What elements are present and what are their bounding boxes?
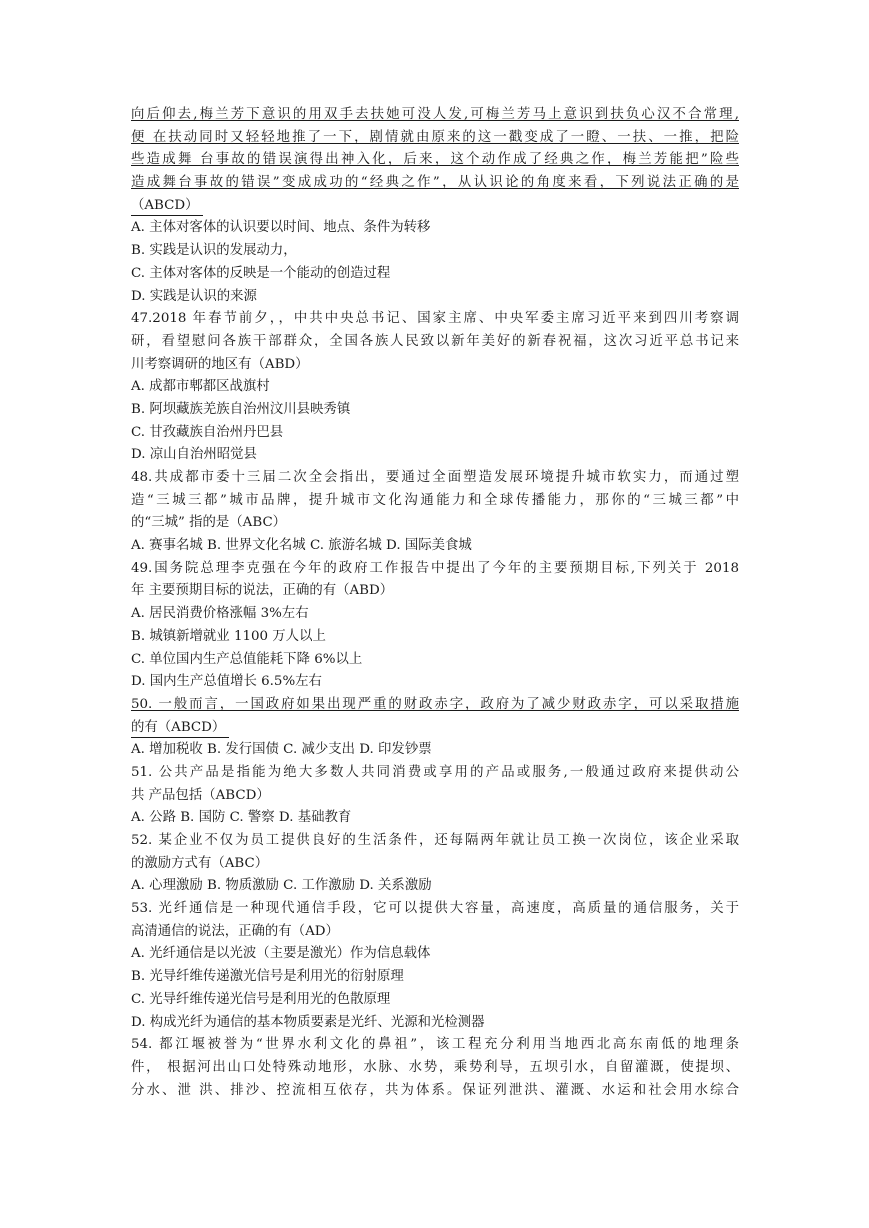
option-line: D. 构成光纤为通信的基本物质要素是光纤、光源和光检测器 — [131, 1014, 485, 1030]
question-49: 49.国务院总理李克强在今年的政府工作报告中提出了今年的主要预期目标,下列关于 2018 — [131, 560, 739, 576]
answer-underlined: 的有（ABCD） — [131, 719, 229, 738]
option-line: A. 成都市郫都区战旗村 — [131, 379, 270, 395]
text-line: 的激励方式有（ABC） — [131, 855, 269, 871]
option-line: C. 主体对客体的反映是一个能动的创造过程 — [131, 265, 391, 281]
option-line: A. 增加税收 B. 发行国债 C. 减少支出 D. 印发钞票 — [131, 742, 432, 758]
option-line: C. 甘孜藏族自治州丹巴县 — [131, 424, 284, 440]
text-line: 分水、泄 洪、排沙、控流相互依存，共为体系。保证列泄洪、灌溉、水运和社会用水综合 — [131, 1082, 739, 1098]
text-line: 造“三城三都”城市品牌，提升城市文化沟通能力和全球传播能力，那你的“三城三都”中 — [131, 492, 739, 508]
text-line: 的“三城” 指的是（ABC） — [131, 515, 287, 531]
option-line: A. 居民消费价格涨幅 3%左右 — [131, 606, 309, 622]
question-48: 48.共成都市委十三届二次全会指出，要通过全面塑造发展环境提升城市软实力，而通过塑 — [131, 470, 739, 485]
document-body — [131, 104, 739, 1102]
option-line: D. 国内生产总值增长 6.5%左右 — [131, 674, 322, 690]
text-line: 高清通信的说法，正确的有（AD） — [131, 923, 339, 939]
text-line: 川考察调研的地区有（ABD） — [131, 356, 309, 372]
option-line: A. 心理激励 B. 物质激励 C. 工作激励 D. 关系激励 — [131, 878, 432, 894]
option-line: B. 光导纤维传递激光信号是利用光的衍射原理 — [131, 969, 404, 985]
text-line: 年 主要预期目标的说法，正确的有（ABD） — [131, 583, 394, 599]
option-line: A. 光纤通信是以光波（主要是激光）作为信息载体 — [131, 946, 431, 962]
option-line: B. 城镇新增就业 1100 万人以上 — [131, 628, 326, 644]
option-line: D. 凉山自治州昭觉县 — [131, 447, 257, 463]
question-53: 53. 光纤通信是一种现代通信手段，它可以提供大容量，高速度，高质量的通信服务，关于 — [131, 901, 739, 917]
text-line: 些造成舞 台事故的错误演得出神入化，后来，这个动作成了经典之作，梅兰芳能把”险些 — [131, 152, 739, 168]
text-line: 研，看望慰问各族干部群众，全国各族人民致以新年美好的新春祝福，这次习近平总书记来 — [131, 333, 739, 349]
text-line — [131, 717, 739, 740]
question-52: 52. 某企业不仅为员工提供良好的生活条件，还每隔两年就让员工换一次岗位，该企业采取 — [131, 833, 739, 848]
text-line: 共 产品包括（ABCD） — [131, 787, 270, 803]
text-line: 件， 根据河出山口处特殊动地形，水脉、水势，乘势利导，五坝引水，自留灌溉，使提坝、 — [131, 1059, 739, 1075]
option-line: C. 光导纤维传递光信号是利用光的色散原理 — [131, 991, 391, 1007]
question-54: 54. 都江堰被誉为“世界水利文化的鼻祖”，该工程充分利用当地西北高东南低的地理条 — [131, 1037, 739, 1053]
text-line: 便 在扶动同时又轻轻地推了一下，剧情就由原来的这一戳变成了一瞪、一扶、一推，把险 — [131, 129, 739, 145]
question-50: 50. 一般而言，一国政府如果出现严重的财政赤字，政府为了减少财政赤字，可以采取措施 — [131, 696, 739, 712]
option-line: D. 实践是认识的来源 — [131, 288, 257, 304]
text-line: 向后仰去,梅兰芳下意识的用双手去扶她可没人发,可梅兰芳马上意识到扶负心汉不合常理, — [131, 107, 739, 122]
option-line: A. 赛事名城 B. 世界文化名城 C. 旅游名城 D. 国际美食城 — [131, 538, 472, 554]
option-line: A. 公路 B. 国防 C. 警察 D. 基础教育 — [131, 810, 352, 826]
text-line — [131, 195, 739, 218]
option-line: C. 单位国内生产总值能耗下降 6%以上 — [131, 651, 363, 667]
option-line: B. 阿坝藏族羌族自治州汶川县映秀镇 — [131, 401, 351, 417]
answer-underlined: （ABCD） — [131, 197, 203, 216]
question-47: 47.2018 年春节前夕，，中共中央总书记、国家主席、中央军委主席习近平来到四川考察调 — [131, 311, 739, 327]
question-51: 51. 公共产品是指能为绝大多数人共同消费或享用的产品或服务,一般通过政府来提供动公 — [131, 764, 739, 780]
text-line: 造成舞台事故的错误”变成成功的“经典之作”，从认识论的角度来看，下列说法正确的是 — [131, 175, 739, 191]
option-line: B. 实践是认识的发展动力， — [131, 243, 297, 259]
option-line: A. 主体对客体的认识要以时间、地点、条件为转移 — [131, 220, 431, 236]
